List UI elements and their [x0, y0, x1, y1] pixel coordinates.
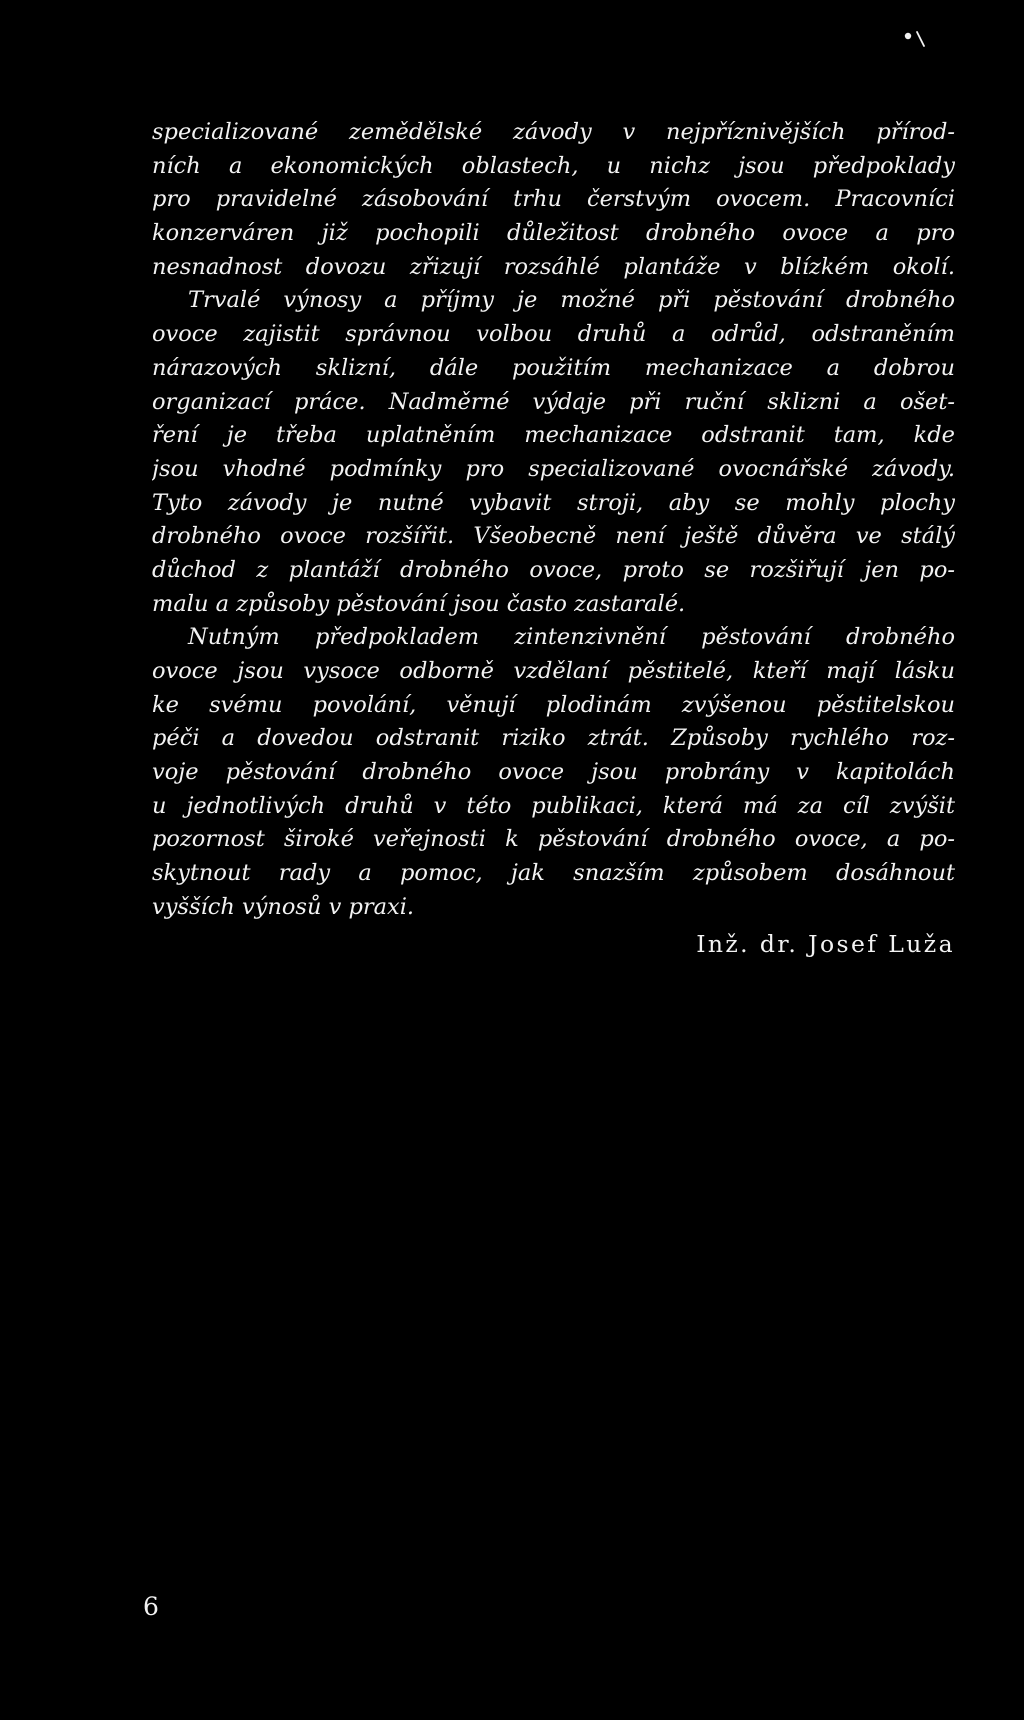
body-text: [152, 116, 955, 961]
text-line-11: jsou vhodné podmínky pro specializované ovocnářské závody.: [152, 455, 955, 482]
text-line-14: důchod z plantáží drobného ovoce, proto se rozšiřují jen po-: [152, 556, 955, 583]
text-line-12: Tyto závody je nutné vybavit stroji, aby se mohly plochy: [152, 489, 955, 516]
text-line-24: vyšších výnosů v praxi.: [152, 893, 415, 920]
text-line-19: péči a dovedou odstranit riziko ztrát. Způsoby rychlého roz-: [152, 725, 955, 752]
page-number: 6: [143, 1592, 159, 1621]
text-line-4: konzerváren již pochopili důležitost drobného ovoce a pro: [152, 220, 955, 247]
text-line-13: drobného ovoce rozšířit. Všeobecně není ještě důvěra ve stálý: [152, 523, 955, 550]
text-line-17: ovoce jsou vysoce odborně vzdělaní pěstitelé, kteří mají lásku: [152, 658, 955, 684]
text-line-8: nárazových sklizní, dále použitím mechanizace a dobrou: [152, 354, 955, 381]
text-line-10: ření je třeba uplatněním mechanizace odstranit tam, kde: [152, 422, 955, 449]
text-line-23: skytnout rady a pomoc, jak snazším způsobem dosáhnout: [152, 860, 955, 887]
text-line-6: Trvalé výnosy a příjmy je možné při pěstování drobného: [188, 287, 955, 314]
text-line-2: ních a ekonomických oblastech, u nichz jsou předpoklady: [152, 152, 955, 179]
text-line-18: ke svému povolání, věnují plodinám zvýšenou pěstitelskou: [152, 691, 955, 718]
scan-artifact-icon: [900, 22, 940, 62]
text-line-3: pro pravidelné zásobování trhu čerstvým ovocem. Pracovníci: [152, 186, 955, 213]
text-line-15: malu a způsoby pěstování jsou často zastaralé.: [152, 590, 686, 617]
text-line-16: Nutným předpokladem zintenzivnění pěstování drobného: [188, 624, 955, 651]
text-line-7: ovoce zajistit správnou volbou druhů a odrůd, odstraněním: [152, 321, 955, 348]
text-line-21: u jednotlivých druhů v této publikaci, která má za cíl zvýšit: [152, 792, 955, 819]
author-signature: Inž. dr. Josef Luža: [696, 929, 955, 958]
text-line-20: voje pěstování drobného ovoce jsou probrány v kapitolách: [152, 759, 955, 786]
text-line-1: specializované zemědělské závody v nejpříznivějších přírod-: [152, 119, 955, 145]
text-line-5: nesnadnost dovozu zřizují rozsáhlé plantáže v blízkém okolí.: [152, 253, 955, 280]
text-line-22: pozornost široké veřejnosti k pěstování drobného ovoce, a po-: [152, 826, 955, 853]
text-line-9: organizací práce. Nadměrné výdaje při ruční sklizni a ošet-: [152, 388, 955, 415]
